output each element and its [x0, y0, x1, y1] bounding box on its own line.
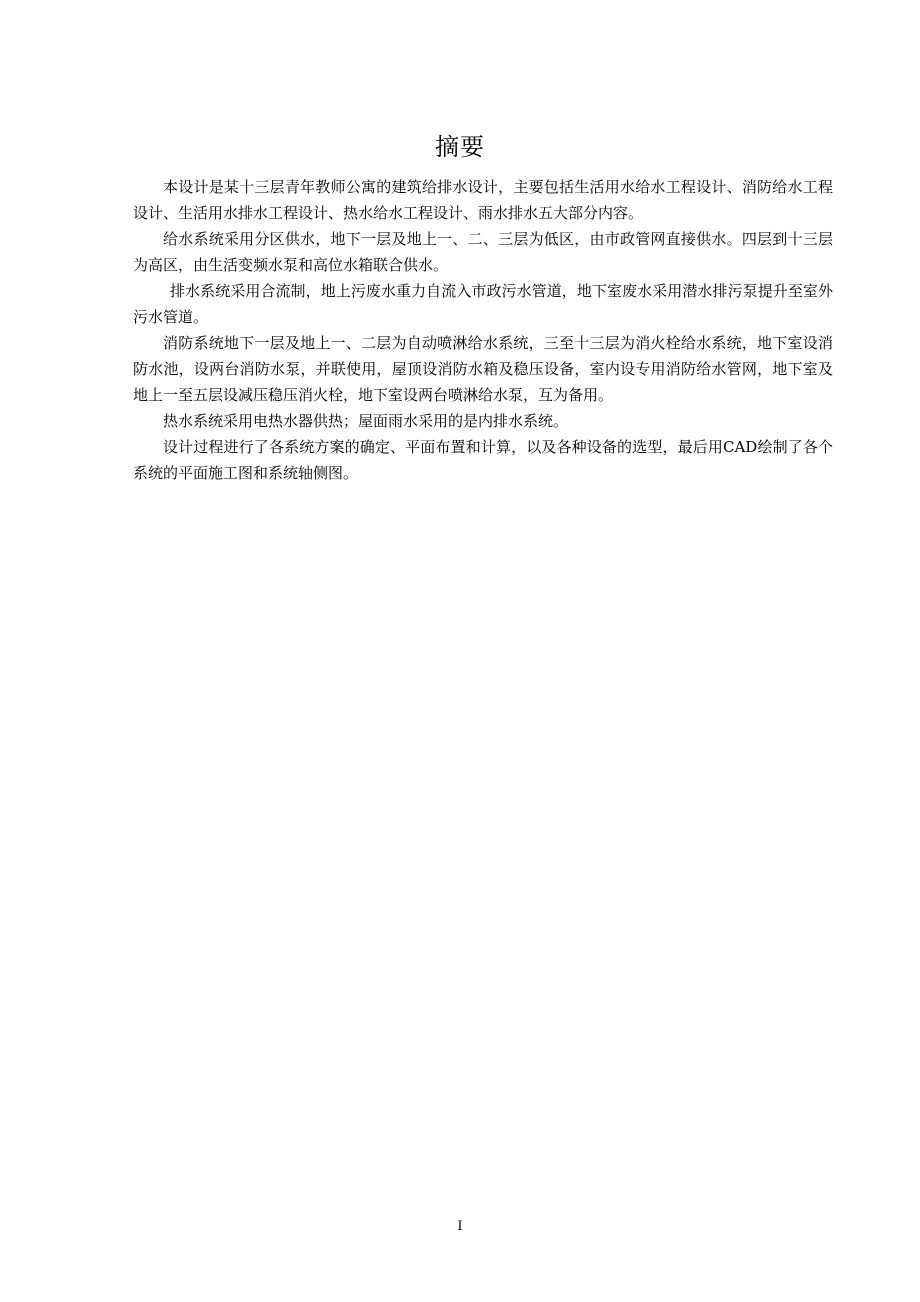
paragraph-design-process: 设计过程进行了各系统方案的确定、平面布置和计算，以及各种设备的选型，最后用CAD绘制了各个系统的平面施工图和系统轴侧图。	[133, 438, 833, 482]
paragraph-drainage: 排水系统采用合流制，地上污废水重力自流入市政污水管道，地下室废水采用潜水排污泵提升至室外污水管道。	[133, 282, 833, 326]
page-number: I	[457, 1219, 463, 1234]
page-title: 摘要	[435, 133, 485, 161]
paragraph-fire-protection: 消防系统地下一层及地上一、二层为自动喷淋给水系统，三至十三层为消火栓给水系统，地下室设消防水池，设两台消防水泵，并联使用，屋顶设消防水箱及稳压设备，室内设专用消防给水管网，地下室及地上一至五层设减压稳压消火栓，地下室设两台喷淋给水泵，互为备用。	[133, 334, 833, 404]
paragraph-overview: 本设计是某十三层青年教师公寓的建筑给排水设计，主要包括生活用水给水工程设计、消防给水工程设计、生活用水排水工程设计、热水给水工程设计、雨水排水五大部分内容。	[133, 178, 833, 222]
paragraph-hot-water-rainwater: 热水系统采用电热水器供热；屋面雨水采用的是内排水系统。	[163, 412, 569, 430]
paragraph-water-supply: 给水系统采用分区供水，地下一层及地上一、二、三层为低区，由市政管网直接供水。四层到十三层为高区，由生活变频水泵和高位水箱联合供水。	[133, 230, 833, 274]
abstract-body	[133, 174, 833, 486]
